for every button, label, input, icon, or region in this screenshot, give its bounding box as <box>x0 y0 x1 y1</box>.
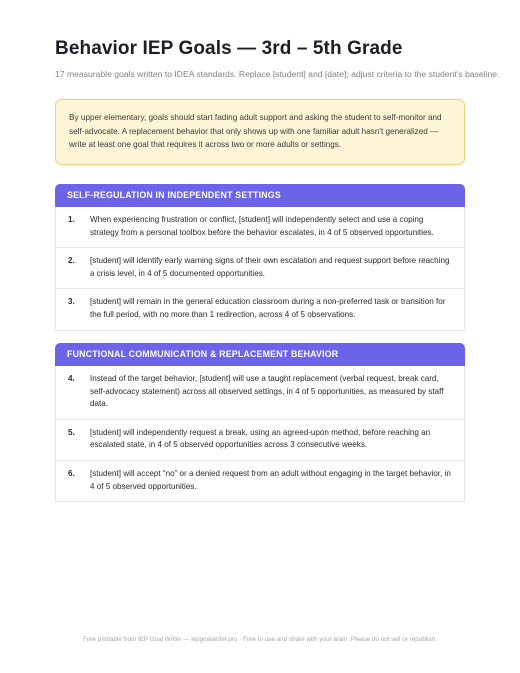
goal-text: [student] will remain in the general education classroom during a non-preferred task or transition for the full period, with no more than 1 redirection, across 4 of 5 observations. <box>90 297 446 319</box>
section-self-regulation <box>55 184 465 331</box>
page-subtitle: 17 measurable goals written to IDEA standards. Replace [student] and [date]; adjust criteria to the student's baseline. <box>55 69 500 79</box>
goal-number: 2. <box>68 256 75 266</box>
goal-number: 6. <box>68 468 75 478</box>
goal-text: Instead of the target behavior, [student] will use a taught replacement (verbal request, break card, self-advocacy statement) across all observed settings, in 4 of 5 opportunities, as measured by staff data. <box>90 374 444 409</box>
goal-item <box>55 420 465 461</box>
goal-text: [student] will independently request a break, using an agreed-upon method, before reaching an escalated state, in 4 of 5 observed opportunities across 3 consecutive weeks. <box>90 427 431 450</box>
goal-number: 3. <box>68 297 75 307</box>
page-title: Behavior IEP Goals — 3rd – 5th Grade <box>55 38 403 59</box>
guidance-callout <box>55 99 465 165</box>
goal-item <box>55 207 465 248</box>
section-heading: SELF-REGULATION IN INDEPENDENT SETTINGS <box>55 184 465 207</box>
goal-number: 5. <box>68 427 75 437</box>
goal-item <box>55 366 465 420</box>
callout-text: By upper elementary, goals should start fading adult support and asking the student to self-monitor and self-advocate. A replacement behavior that only shows up with one familiar adult hasn't generalized — write at least one goal that requires it across two or more adults or settings. <box>69 113 442 150</box>
goal-text: [student] will accept “no” or a denied request from an adult without engaging in the target behavior, in 4 of 5 observed opportunities. <box>90 468 451 491</box>
goal-item <box>55 461 465 502</box>
section-heading: FUNCTIONAL COMMUNICATION & REPLACEMENT BEHAVIOR <box>55 343 465 366</box>
goal-text: [student] will identify early warning signs of their own escalation and request support before reaching a crisis level, in 4 of 5 documented opportunities. <box>90 256 450 278</box>
goal-number: 4. <box>68 374 75 383</box>
section-functional-communication <box>55 343 465 502</box>
goal-text: When experiencing frustration or conflict, [student] will independently select and use a coping strategy from a personal toolbox before the behavior escalates, in 4 of 5 observed opportunities. <box>90 215 434 237</box>
goal-number: 1. <box>68 215 75 224</box>
goal-item <box>55 248 465 289</box>
page-footer: Free printable from IEP Goal Writer — iepgoalwriter.pro · Free to use and share with your team. Please do not sell or republish. <box>83 636 437 643</box>
goal-item <box>55 289 465 330</box>
